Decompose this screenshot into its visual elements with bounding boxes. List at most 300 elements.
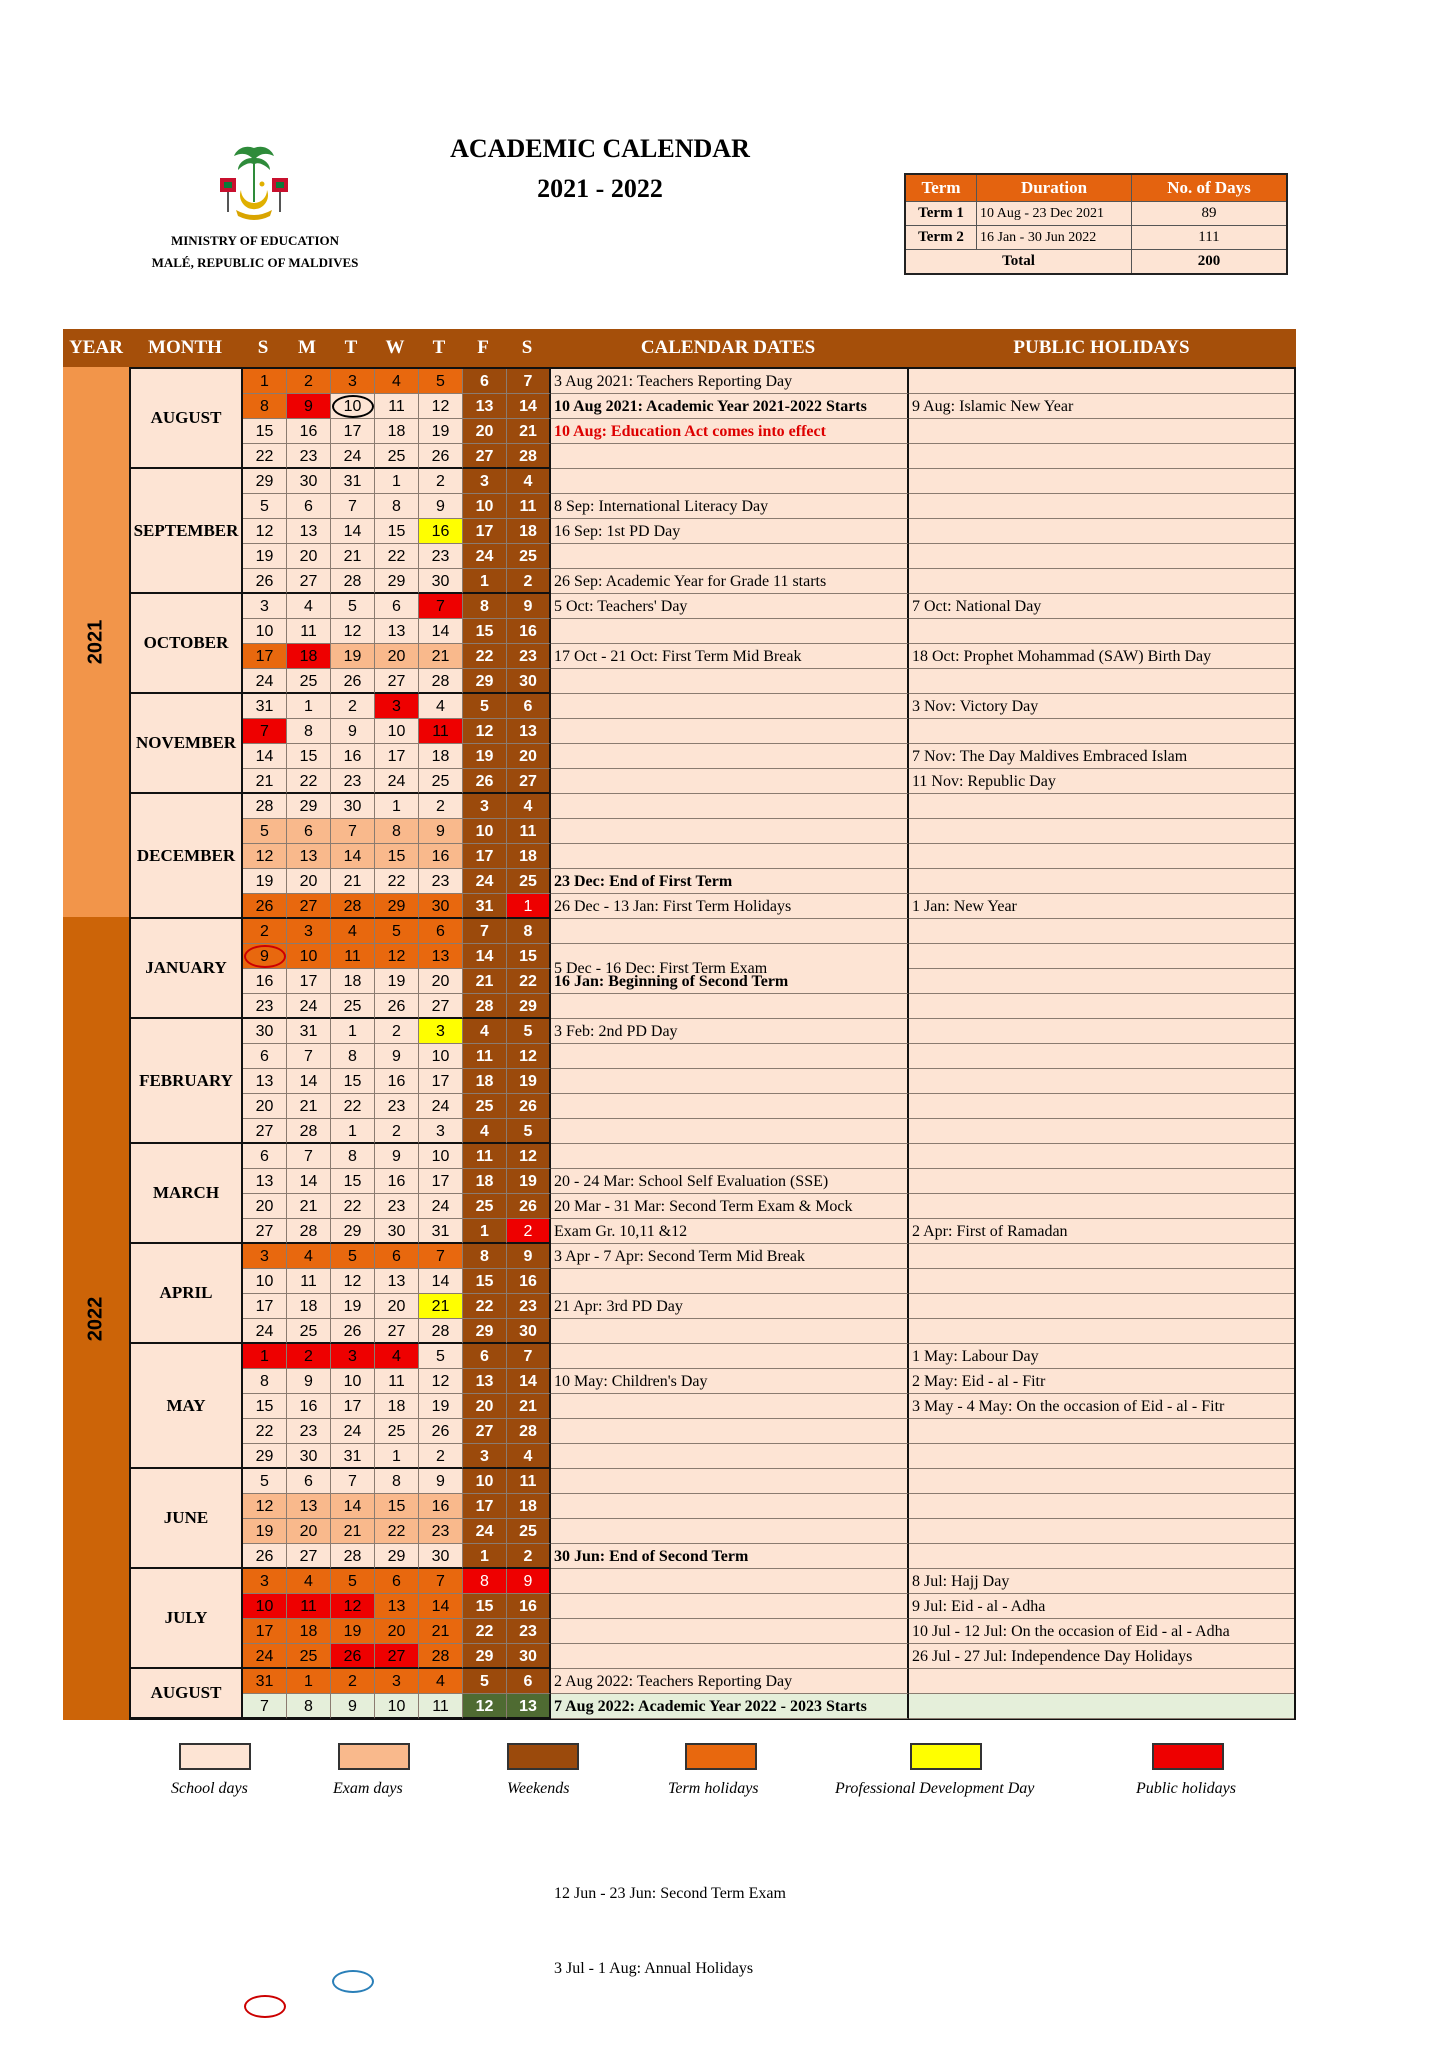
day-cell-mon: 13 — [287, 1494, 331, 1519]
day-cell-sat: 30 — [507, 669, 551, 694]
day-cell-tue: 31 — [331, 469, 375, 494]
public-holiday-entry — [909, 1169, 1294, 1194]
calendar-event: 16 Jan: Beginning of Second Term — [551, 969, 909, 994]
day-cell-sat: 30 — [507, 1644, 551, 1669]
date-highlight-circle — [244, 1995, 286, 2018]
day-cell-thu: 19 — [419, 419, 463, 444]
day-cell-tue: 19 — [331, 1294, 375, 1319]
day-cell-wed: 25 — [375, 444, 419, 469]
calendar-event: 3 Apr - 7 Apr: Second Term Mid Break — [551, 1244, 909, 1269]
term-1-duration: 10 Aug - 23 Dec 2021 — [977, 202, 1132, 226]
day-cell-mon: 17 — [287, 969, 331, 994]
public-holiday-entry — [909, 1319, 1294, 1344]
day-cell-tue: 9 — [331, 719, 375, 744]
day-cell-tue: 10 — [331, 394, 375, 419]
calendar-event — [551, 444, 909, 469]
day-cell-mon: 27 — [287, 569, 331, 594]
calendar-header-row — [63, 329, 1296, 367]
day-cell-fri: 22 — [463, 1294, 507, 1319]
public-holiday-entry: 2 Apr: First of Ramadan — [909, 1219, 1294, 1244]
day-cell-mon: 18 — [287, 1619, 331, 1644]
day-cell-sun: 3 — [243, 1569, 287, 1594]
day-cell-fri: 8 — [463, 594, 507, 619]
day-cell-tue: 29 — [331, 1219, 375, 1244]
term-2-label: Term 2 — [905, 226, 977, 250]
day-cell-wed: 27 — [375, 1319, 419, 1344]
total-label: Total — [905, 250, 1132, 275]
day-cell-tue: 7 — [331, 1469, 375, 1494]
day-cell-tue: 21 — [331, 544, 375, 569]
day-cell-sun: 15 — [243, 1394, 287, 1419]
public-holiday-entry: 8 Jul: Hajj Day — [909, 1569, 1294, 1594]
day-cell-sat: 23 — [507, 644, 551, 669]
public-holiday-entry — [909, 919, 1294, 944]
day-cell-wed: 20 — [375, 644, 419, 669]
calendar-event — [551, 769, 909, 794]
day-cell-mon: 7 — [287, 1044, 331, 1069]
day-cell-thu: 28 — [419, 1319, 463, 1344]
day-cell-sat: 11 — [507, 1469, 551, 1494]
term-header: Term — [905, 174, 977, 202]
day-cell-sat: 13 — [507, 1694, 551, 1719]
day-cell-fri: 6 — [463, 369, 507, 394]
day-cell-sat: 4 — [507, 469, 551, 494]
day-cell-mon: 3 — [287, 919, 331, 944]
day-cell-tue: 7 — [331, 819, 375, 844]
day-cell-tue: 28 — [331, 1544, 375, 1569]
public-holiday-entry: 2 May: Eid - al - Fitr — [909, 1369, 1294, 1394]
day-cell-sun: 12 — [243, 519, 287, 544]
week-row — [131, 1244, 1294, 1269]
day-cell-thu: 9 — [419, 494, 463, 519]
day-cell-wed: 8 — [375, 494, 419, 519]
month-label-july: JULY — [131, 1569, 243, 1669]
day-cell-fri: 17 — [463, 844, 507, 869]
month-label-december: DECEMBER — [131, 794, 243, 919]
public-holiday-entry: 18 Oct: Prophet Mohammad (SAW) Birth Day — [909, 644, 1294, 669]
calendar-event: 3 Aug 2021: Teachers Reporting Day — [551, 369, 909, 394]
day-cell-fri: 29 — [463, 669, 507, 694]
day-cell-mon: 22 — [287, 769, 331, 794]
week-row — [131, 444, 1294, 469]
day-cell-thu: 5 — [419, 369, 463, 394]
month-label-january: JANUARY — [131, 919, 243, 1019]
day-cell-wed: 10 — [375, 719, 419, 744]
day-cell-wed: 6 — [375, 594, 419, 619]
calendar-event-merged: 5 Dec - 16 Dec: First Term Exam — [554, 960, 768, 977]
public-holiday-entry — [909, 794, 1294, 819]
week-row — [131, 619, 1294, 644]
day-cell-mon: 29 — [287, 794, 331, 819]
legend-swatch-public-holiday — [1152, 1743, 1224, 1770]
day-cell-mon: 25 — [287, 1319, 331, 1344]
day-cell-wed: 11 — [375, 394, 419, 419]
day-cell-sat: 5 — [507, 1019, 551, 1044]
col-year: YEAR — [69, 337, 123, 358]
day-cell-tue: 15 — [331, 1169, 375, 1194]
day-cell-sat: 9 — [507, 1244, 551, 1269]
day-cell-sat: 16 — [507, 619, 551, 644]
week-row — [131, 1044, 1294, 1069]
public-holiday-entry: 9 Aug: Islamic New Year — [909, 394, 1294, 419]
day-cell-sat: 22 — [507, 969, 551, 994]
day-cell-sun: 12 — [243, 1494, 287, 1519]
day-cell-mon: 20 — [287, 1519, 331, 1544]
week-row — [131, 394, 1294, 419]
day-cell-sat: 6 — [507, 694, 551, 719]
day-cell-tue: 21 — [331, 1519, 375, 1544]
month-label-september: SEPTEMBER — [131, 469, 243, 594]
academic-years: 2021 - 2022 — [537, 174, 663, 203]
day-cell-sun: 8 — [243, 394, 287, 419]
day-cell-sun: 19 — [243, 1519, 287, 1544]
calendar-event: 5 Oct: Teachers' Day — [551, 594, 909, 619]
day-cell-sun: 24 — [243, 669, 287, 694]
duration-header: Duration — [977, 174, 1132, 202]
day-cell-sat: 27 — [507, 769, 551, 794]
week-row — [131, 1569, 1294, 1594]
calendar-event — [551, 719, 909, 744]
day-cell-sun: 31 — [243, 1669, 287, 1694]
day-cell-sat: 11 — [507, 819, 551, 844]
day-cell-fri: 29 — [463, 1644, 507, 1669]
day-cell-wed: 25 — [375, 1419, 419, 1444]
day-cell-thu: 7 — [419, 1244, 463, 1269]
day-cell-sat: 4 — [507, 794, 551, 819]
day-cell-thu: 21 — [419, 1619, 463, 1644]
public-holiday-entry — [909, 869, 1294, 894]
day-cell-thu: 3 — [419, 1119, 463, 1144]
week-row — [131, 469, 1294, 494]
day-cell-fri: 14 — [463, 944, 507, 969]
public-holiday-entry — [909, 1669, 1294, 1694]
week-row — [131, 1094, 1294, 1119]
day-cell-thu: 14 — [419, 619, 463, 644]
day-cell-thu: 23 — [419, 544, 463, 569]
day-cell-mon: 1 — [287, 1669, 331, 1694]
day-cell-wed: 6 — [375, 1244, 419, 1269]
day-cell-fri: 1 — [463, 569, 507, 594]
day-cell-thu: 12 — [419, 1369, 463, 1394]
day-cell-tue: 18 — [331, 969, 375, 994]
day-cell-fri: 17 — [463, 519, 507, 544]
date-highlight-circle — [332, 1970, 374, 1993]
week-row — [131, 369, 1294, 394]
day-cell-wed: 4 — [375, 1344, 419, 1369]
day-cell-tue: 5 — [331, 1244, 375, 1269]
calendar-event: 17 Oct - 21 Oct: First Term Mid Break — [551, 644, 909, 669]
day-cell-thu: 23 — [419, 869, 463, 894]
week-row — [131, 719, 1294, 744]
day-cell-mon: 10 — [287, 944, 331, 969]
day-cell-sun: 6 — [243, 1044, 287, 1069]
day-cell-sat: 23 — [507, 1294, 551, 1319]
day-cell-mon: 16 — [287, 1394, 331, 1419]
day-cell-wed: 30 — [375, 1219, 419, 1244]
public-holiday-entry: 3 Nov: Victory Day — [909, 694, 1294, 719]
day-cell-fri: 17 — [463, 1494, 507, 1519]
day-cell-sat: 15 — [507, 944, 551, 969]
day-cell-wed: 22 — [375, 1519, 419, 1544]
week-row — [131, 744, 1294, 769]
week-row — [131, 919, 1294, 944]
day-cell-tue: 5 — [331, 1569, 375, 1594]
day-cell-fri: 20 — [463, 1394, 507, 1419]
calendar-event: 30 Jun: End of Second Term — [551, 1544, 909, 1569]
public-holiday-entry — [909, 1694, 1294, 1719]
day-cell-wed: 20 — [375, 1294, 419, 1319]
col-fri: F — [477, 337, 489, 358]
public-holiday-entry: 11 Nov: Republic Day — [909, 769, 1294, 794]
day-cell-wed: 1 — [375, 1444, 419, 1469]
day-cell-mon: 13 — [287, 519, 331, 544]
day-cell-fri: 29 — [463, 1319, 507, 1344]
day-cell-wed: 24 — [375, 769, 419, 794]
day-cell-thu: 10 — [419, 1144, 463, 1169]
day-cell-fri: 20 — [463, 419, 507, 444]
day-cell-fri: 22 — [463, 644, 507, 669]
day-cell-sat: 25 — [507, 544, 551, 569]
calendar-event — [551, 544, 909, 569]
public-holiday-entry: 9 Jul: Eid - al - Adha — [909, 1594, 1294, 1619]
day-cell-sat: 29 — [507, 994, 551, 1019]
day-cell-fri: 26 — [463, 769, 507, 794]
day-cell-thu: 9 — [419, 1469, 463, 1494]
calendar-event — [551, 1644, 909, 1669]
day-cell-wed: 29 — [375, 894, 419, 919]
day-cell-thu: 24 — [419, 1194, 463, 1219]
day-cell-sun: 17 — [243, 1294, 287, 1319]
calendar-event — [551, 744, 909, 769]
day-cell-sun: 8 — [243, 1369, 287, 1394]
day-cell-thu: 14 — [419, 1594, 463, 1619]
calendar-event — [551, 1594, 909, 1619]
term-summary-table — [904, 173, 1288, 275]
day-cell-fri: 22 — [463, 1619, 507, 1644]
day-cell-wed: 17 — [375, 744, 419, 769]
day-cell-sun: 29 — [243, 469, 287, 494]
week-row — [131, 1294, 1294, 1319]
calendar-event — [551, 1469, 909, 1494]
day-cell-wed: 23 — [375, 1194, 419, 1219]
day-cell-sun: 31 — [243, 694, 287, 719]
day-cell-mon: 20 — [287, 869, 331, 894]
calendar-event — [551, 1494, 909, 1519]
week-row — [131, 644, 1294, 669]
day-cell-sun: 17 — [243, 644, 287, 669]
day-cell-wed: 2 — [375, 1019, 419, 1044]
public-holiday-entry — [909, 444, 1294, 469]
col-sat: S — [521, 337, 533, 358]
week-row — [131, 1019, 1294, 1044]
year-label-2021 — [63, 367, 129, 917]
public-holiday-entry — [909, 369, 1294, 394]
public-holiday-entry: 7 Nov: The Day Maldives Embraced Islam — [909, 744, 1294, 769]
day-cell-sun: 16 — [243, 969, 287, 994]
day-cell-fri: 12 — [463, 719, 507, 744]
day-cell-fri: 24 — [463, 1519, 507, 1544]
calendar-event — [551, 1069, 909, 1094]
day-cell-thu: 28 — [419, 1644, 463, 1669]
calendar-event — [551, 1044, 909, 1069]
day-cell-thu: 21 — [419, 644, 463, 669]
day-cell-sat: 16 — [507, 1269, 551, 1294]
day-cell-sun: 26 — [243, 1544, 287, 1569]
day-cell-wed: 13 — [375, 1594, 419, 1619]
day-cell-wed: 19 — [375, 969, 419, 994]
day-cell-sat: 23 — [507, 1619, 551, 1644]
day-cell-wed: 2 — [375, 1119, 419, 1144]
day-cell-mon: 11 — [287, 1269, 331, 1294]
day-cell-sun: 27 — [243, 1119, 287, 1144]
week-row — [131, 1419, 1294, 1444]
col-mon: M — [298, 337, 316, 358]
col-thu: T — [432, 337, 446, 358]
col-tue: T — [344, 337, 358, 358]
day-cell-sat: 7 — [507, 369, 551, 394]
day-cell-thu: 20 — [419, 969, 463, 994]
day-cell-wed: 11 — [375, 1369, 419, 1394]
total-days: 200 — [1132, 250, 1288, 275]
public-holiday-entry — [909, 519, 1294, 544]
day-cell-thu: 21 — [419, 1294, 463, 1319]
day-cell-tue: 14 — [331, 1494, 375, 1519]
day-cell-wed: 27 — [375, 669, 419, 694]
day-cell-fri: 21 — [463, 969, 507, 994]
term-2-duration: 16 Jan - 30 Jun 2022 — [977, 226, 1132, 250]
week-row — [131, 1269, 1294, 1294]
day-cell-wed: 4 — [375, 369, 419, 394]
col-calendar-dates: CALENDAR DATES — [640, 337, 816, 358]
day-cell-tue: 3 — [331, 1344, 375, 1369]
day-cell-mon: 6 — [287, 1469, 331, 1494]
week-row — [131, 1469, 1294, 1494]
day-cell-mon: 4 — [287, 1244, 331, 1269]
day-cell-sun: 1 — [243, 369, 287, 394]
term-1-days: 89 — [1132, 202, 1288, 226]
legend-label-pd-day: Professional Development Day — [835, 1780, 1035, 1797]
day-cell-fri: 8 — [463, 1244, 507, 1269]
day-cell-tue: 1 — [331, 1019, 375, 1044]
day-cell-sun: 24 — [243, 1644, 287, 1669]
day-cell-sat: 1 — [507, 894, 551, 919]
day-cell-tue: 7 — [331, 494, 375, 519]
day-cell-wed: 3 — [375, 694, 419, 719]
public-holiday-entry: 1 May: Labour Day — [909, 1344, 1294, 1369]
calendar-event — [551, 794, 909, 819]
day-cell-thu: 30 — [419, 894, 463, 919]
public-holiday-entry: 26 Jul - 27 Jul: Independence Day Holidays — [909, 1644, 1294, 1669]
day-cell-sun: 10 — [243, 1594, 287, 1619]
term-1-label: Term 1 — [905, 202, 977, 226]
day-cell-fri: 18 — [463, 1169, 507, 1194]
day-cell-tue: 25 — [331, 994, 375, 1019]
public-holiday-entry — [909, 1144, 1294, 1169]
day-cell-sat: 28 — [507, 1419, 551, 1444]
day-cell-thu: 11 — [419, 1694, 463, 1719]
month-label-may: MAY — [131, 1344, 243, 1469]
week-row — [131, 1194, 1294, 1219]
day-cell-fri: 4 — [463, 1019, 507, 1044]
day-cell-wed: 23 — [375, 1094, 419, 1119]
day-cell-thu: 6 — [419, 919, 463, 944]
calendar-event — [551, 1419, 909, 1444]
day-cell-sun: 22 — [243, 1419, 287, 1444]
day-cell-thu: 16 — [419, 1494, 463, 1519]
day-cell-wed: 8 — [375, 1469, 419, 1494]
day-cell-wed: 1 — [375, 794, 419, 819]
day-cell-tue: 26 — [331, 1319, 375, 1344]
day-cell-sun: 7 — [243, 1694, 287, 1719]
day-cell-mon: 2 — [287, 369, 331, 394]
day-cell-sat: 12 — [507, 1044, 551, 1069]
week-row — [131, 1669, 1294, 1694]
day-cell-tue: 4 — [331, 919, 375, 944]
public-holiday-entry — [909, 719, 1294, 744]
week-row — [131, 1619, 1294, 1644]
day-cell-sun: 21 — [243, 769, 287, 794]
day-cell-mon: 30 — [287, 469, 331, 494]
calendar-event: 16 Sep: 1st PD Day — [551, 519, 909, 544]
day-cell-sat: 11 — [507, 494, 551, 519]
day-cell-sun: 9 — [243, 944, 287, 969]
day-cell-tue: 24 — [331, 1419, 375, 1444]
day-cell-wed: 22 — [375, 869, 419, 894]
day-cell-mon: 6 — [287, 494, 331, 519]
day-cell-sun: 30 — [243, 1019, 287, 1044]
calendar-event — [551, 1094, 909, 1119]
col-public-holidays: PUBLIC HOLIDAYS — [1013, 337, 1190, 358]
week-row — [131, 1369, 1294, 1394]
day-cell-sun: 27 — [243, 1219, 287, 1244]
calendar-event — [551, 1519, 909, 1544]
day-cell-mon: 23 — [287, 1419, 331, 1444]
day-cell-sat: 13 — [507, 719, 551, 744]
day-cell-wed: 29 — [375, 569, 419, 594]
day-cell-thu: 7 — [419, 1569, 463, 1594]
day-cell-mon: 8 — [287, 719, 331, 744]
day-cell-fri: 5 — [463, 1669, 507, 1694]
day-cell-sat: 9 — [507, 1569, 551, 1594]
day-cell-fri: 27 — [463, 444, 507, 469]
day-cell-wed: 20 — [375, 1619, 419, 1644]
day-cell-tue: 14 — [331, 519, 375, 544]
legend-swatch-school — [179, 1743, 251, 1770]
calendar-event — [551, 1394, 909, 1419]
public-holiday-entry — [909, 1269, 1294, 1294]
month-label-october: OCTOBER — [131, 594, 243, 694]
day-cell-wed: 15 — [375, 1494, 419, 1519]
public-holiday-entry — [909, 419, 1294, 444]
legend-swatch-exam — [338, 1743, 410, 1770]
day-cell-mon: 2 — [287, 1344, 331, 1369]
day-cell-mon: 25 — [287, 669, 331, 694]
day-cell-thu: 2 — [419, 794, 463, 819]
day-cell-thu: 10 — [419, 1044, 463, 1069]
day-cell-sat: 25 — [507, 869, 551, 894]
calendar-event — [551, 694, 909, 719]
day-cell-thu: 9 — [419, 819, 463, 844]
calendar-event — [551, 1444, 909, 1469]
day-cell-fri: 25 — [463, 1194, 507, 1219]
week-row — [131, 669, 1294, 694]
day-cell-wed: 8 — [375, 819, 419, 844]
day-cell-sat: 30 — [507, 1319, 551, 1344]
day-cell-fri: 8 — [463, 1569, 507, 1594]
day-cell-sat: 2 — [507, 569, 551, 594]
month-label-april: APRIL — [131, 1244, 243, 1344]
day-cell-sun: 17 — [243, 1619, 287, 1644]
